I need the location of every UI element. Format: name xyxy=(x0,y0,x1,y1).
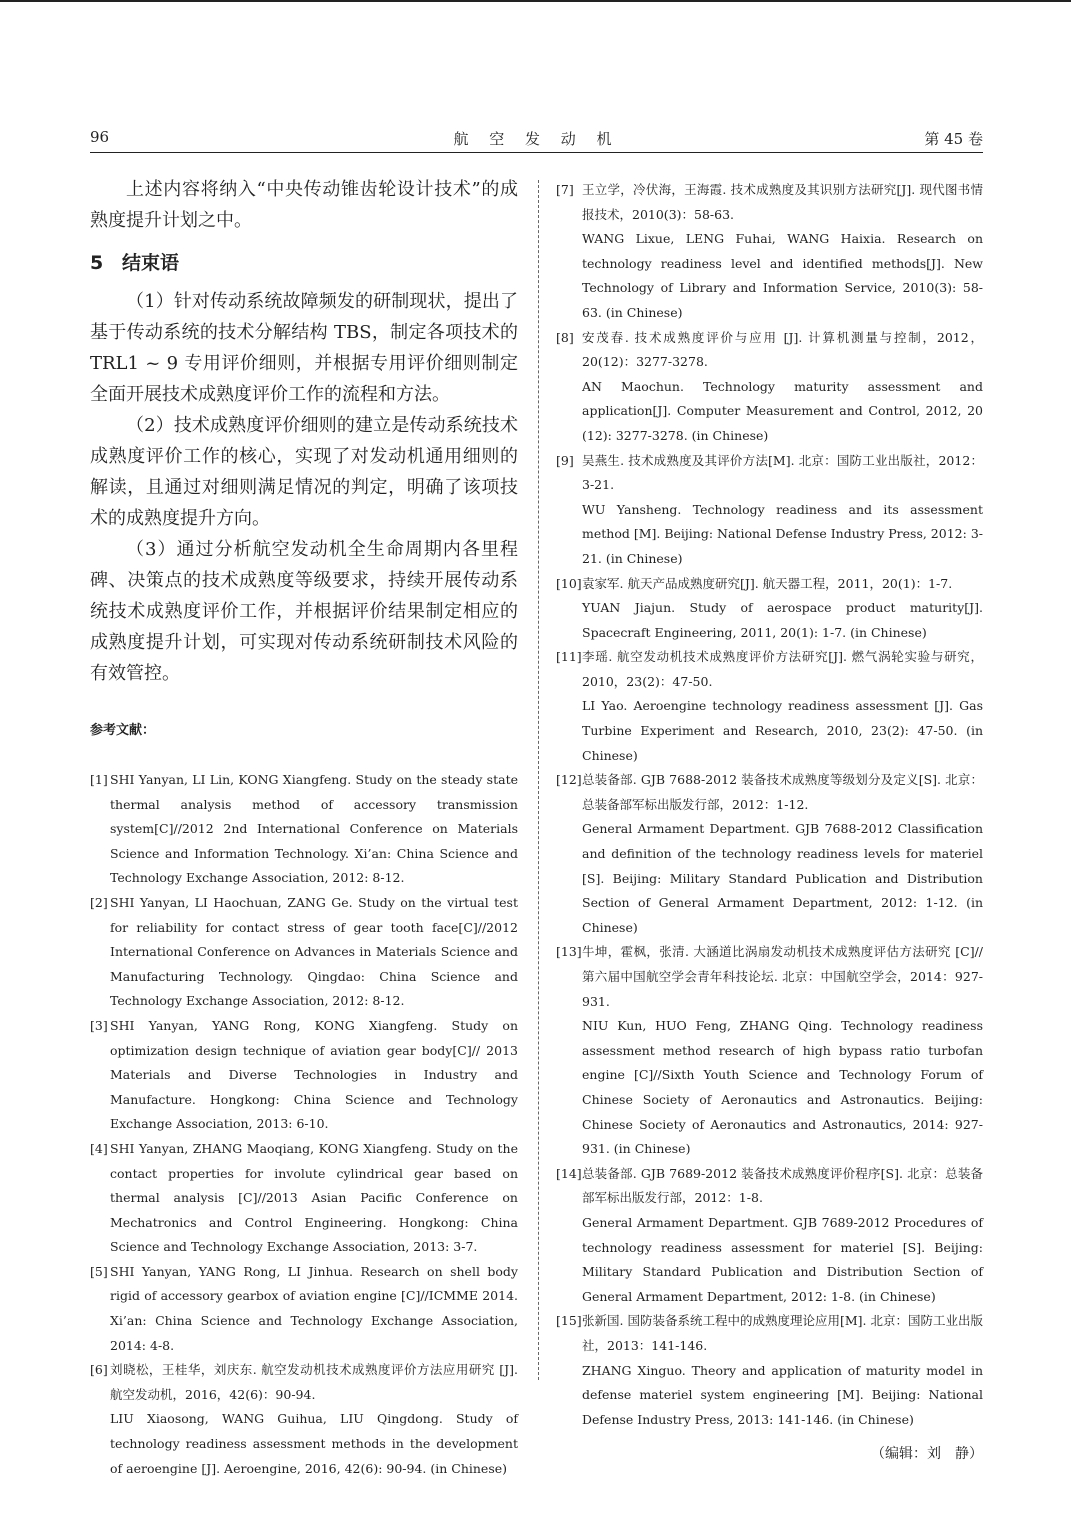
volume-label: 第 45 卷 xyxy=(924,130,983,148)
reference-item: [3] SHI Yanyan, YANG Rong, KONG Xiangfeng. Study on optimization design technique of aviation gear body[C]// 2013 Materials and Diverse Technologies in Industry and Manufacture. Hongkong: China Science and Technology Exchange Association, 2013: 6-10. xyxy=(90,1017,518,1132)
reference-item: [1] SHI Yanyan, LI Lin, KONG Xiangfeng. Study on the steady state thermal analysis method of accessory transmission system[C]//2012 2nd International Conference on Materials Science and Information Technology. Xi’an: China Science and Technology Exchange Association, 2012: 8-12. xyxy=(90,772,518,886)
editor-credit: （编辑：刘 静） xyxy=(871,1446,983,1463)
reference-item: [4] SHI Yanyan, ZHANG Maoqiang, KONG Xiangfeng. Study on the contact properties for involute cylindrical gear based on thermal analysis [C]//2013 Asian Pacific Conference on Mechatronics and Control Engineering. Hongkong: China Science and Technology Exchange Association, 2013: 3-7. xyxy=(90,1140,518,1255)
right-column xyxy=(556,178,983,1466)
page-number: 96 xyxy=(90,128,110,146)
reference-item: [10] 袁家军. 航天产品成熟度研究[J]. 航天器工程，2011，20(1)：1-7. YUAN Jiajun. Study of aerospace product maturity[J]. Spacecraft Engineering, 2011, 20(1): 1-7. (in Chinese) xyxy=(556,575,983,640)
conclusion-paragraph-3: （3）通过分析航空发动机全生命周期内各里程碑、决策点的技术成熟度等级要求，持续开展传动系统技术成熟度评价工作，并根据评价结果制定相应的成熟度提升计划，可实现对传动系统研制技术风险的有效管控。 xyxy=(90,539,518,684)
conclusion-paragraph-1: （1）针对传动系统故障频发的研制现状，提出了基于传动系统的技术分解结构 TBS，制定各项技术的 TRL1 ~ 9 专用评价细则，并根据专用评价细则制定全面开展技术成熟度评价工作的流程和方法。 xyxy=(90,291,518,405)
section-number: 5 xyxy=(90,252,104,274)
reference-item: [15] 张新国. 国防装备系统工程中的成熟度理论应用[M]. 北京：国防工业出版社，2013：141-146. ZHANG Xinguo. Theory and application of maturity model in defense materiel system engineering [M]. Beijing: National Defense Industry Press, 2013: 141-146. (in Chinese) xyxy=(556,1313,983,1427)
reference-item-english-continued: LIU Xiaosong, WANG Guihua, LIU Qingdong. Study of technology readiness assessment methods in the development of aeroengine [J]. Aeroengine, 2016, 42(6): 90-94. (in Chinese) xyxy=(110,1411,518,1476)
top-border-line xyxy=(0,0,1071,2)
reference-item: [7] 王立学，冷伏海，王海霞. 技术成熟度及其识别方法研究[J]. 现代图书情报技术，2010(3)：58-63. WANG Lixue, LENG Fuhai, WANG Haixia. Research on technology readiness level and identified methods[J]. New Technology of Library and Information Service, 2010(3): 58-63. (in Chinese) xyxy=(556,182,983,320)
section-heading xyxy=(90,248,518,278)
conclusion-paragraph-2: （2）技术成熟度评价细则的建立是传动系统技术成熟度评价工作的核心，实现了对发动机通用细则的解读，且通过对细则满足情况的判定，明确了该项技术的成熟度提升方向。 xyxy=(90,415,518,529)
reference-item: [12] 总装备部. GJB 7688-2012 装备技术成熟度等级划分及定义[S]. 北京：总装备部军标出版发行部，2012：1-12. General Armament Department. GJB 7688-2012 Classification and definition of the technology readiness levels for materiel [S]. Beijing: Military Standard Publication and Distribution Section of General Armament Department, 2012: 1-12. (in Chinese) xyxy=(556,772,983,935)
reference-item: [8] 安茂春. 技术成熟度评价与应用 [J]. 计算机测量与控制，2012，20(12)：3277-3278. AN Maochun. Technology maturity assessment and application[J]. Computer Measurement and Control, 2012, 20 (12): 3277-3278. (in Chinese) xyxy=(556,329,983,443)
reference-item: [9] 吴燕生. 技术成熟度及其评价方法[M]. 北京：国防工业出版社，2012：3-21. WU Yansheng. Technology readiness and its assessment method [M]. Beijing: National Defense Industry Press, 2012: 3-21. (in Chinese) xyxy=(556,452,983,566)
references-title: 参考文献： xyxy=(90,723,156,738)
header-rule xyxy=(90,152,983,153)
reference-item: [14] 总装备部. GJB 7689-2012 装备技术成熟度评价程序[S]. 北京：总装备部军标出版发行部，2012：1-8. General Armament Department. GJB 7689-2012 Procedures of technology readiness assessment for materiel [S]. Beijing: Military Standard Publication and Distribution Section of General Armament Department, 2012: 1-8. (in Chinese) xyxy=(556,1165,983,1304)
column-divider xyxy=(538,180,539,1380)
page-header xyxy=(90,128,983,152)
reference-item: [5] SHI Yanyan, YANG Rong, LI Jinhua. Research on shell body rigid of accessory gearbox of aviation engine [C]//ICMME 2014. Xi’an: China Science and Technology Exchange Association, 2014: 4-8. xyxy=(90,1263,518,1353)
intro-paragraph: 上述内容将纳入“中央传动锥齿轮设计技术”的成熟度提升计划之中。 xyxy=(90,179,518,231)
reference-item: [6] 刘晓松，王桂华，刘庆东. 航空发动机技术成熟度评价方法应用研究 [J]. 航空发动机，2016，42(6)：90-94. xyxy=(90,1362,518,1402)
reference-item: [11] 李瑶. 航空发动机技术成熟度评价方法研究[J]. 燃气涡轮实验与研究，2010，23(2)：47-50. LI Yao. Aeroengine technology readiness assessment [J]. Gas Turbine Experiment and Research, 2010, 23(2): 47-50. (in Chinese) xyxy=(556,649,983,763)
reference-item: [13] 牛坤，霍枫，张清. 大涵道比涡扇发动机技术成熟度评估方法研究 [C]// 第六届中国航空学会青年科技论坛. 北京：中国航空学会，2014：927-931. NIU Kun, HUO Feng, ZHANG Qing. Technology readiness assessment method research of high bypass ratio turbofan engine [C]//Sixth Youth Science and Technology Forum of Chinese Society of Aeronautics and Astronautics. Beijing: Chinese Society of Aeronautics and Astronautics, 2014: 927-931. (in Chinese) xyxy=(556,944,983,1157)
reference-item: [2] SHI Yanyan, LI Haochuan, ZANG Ge. Study on the virtual test for reliability for contact stress of gear tooth face[C]//2012 International Conference on Advances in Materials Science and Manufacturing Technology. Qingdao: China Science and Technology Exchange Association, 2012: 8-12. xyxy=(90,894,518,1009)
left-column xyxy=(90,174,518,1481)
journal-title: 航 空 发 动 机 xyxy=(453,130,620,148)
section-title: 结束语 xyxy=(122,252,180,274)
